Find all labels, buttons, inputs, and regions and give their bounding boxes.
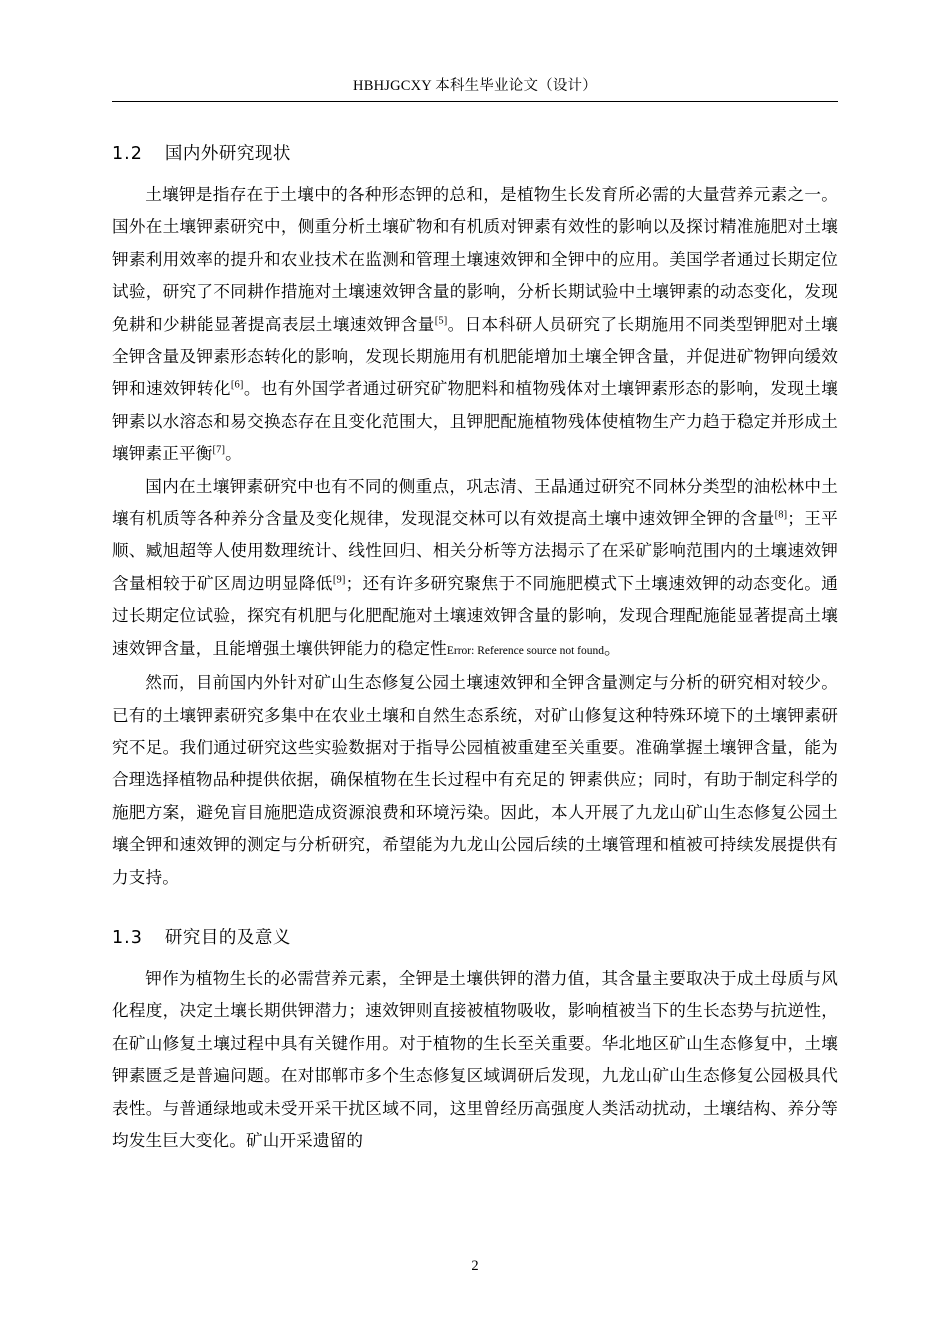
citation-marker: [8] — [774, 509, 788, 521]
section-title: 研究目的及意义 — [164, 927, 291, 948]
reference-error-text: Error: Reference source not found — [446, 644, 604, 657]
paragraph — [112, 963, 838, 1157]
page-content — [112, 140, 838, 1157]
section-heading-1-3 — [112, 924, 838, 949]
section-title: 国内外研究现状 — [164, 144, 291, 164]
section-heading-1-2 — [112, 140, 838, 165]
text-run: 。也有外国学者通过研究矿物肥料和植物残体对土壤钾素形态的影响，发现土壤钾素以水溶态和易交换态存在且变化范围大，且钾肥配施植物残体使植物生产力趋于稳定并形成土壤钾素正平衡 — [112, 379, 838, 464]
citation-marker: [5] — [434, 315, 448, 327]
text-run: 土壤钾是指存在于土壤中的各种形态钾的总和，是植物生长发育所必需的大量营养元素之一。国外在土壤钾素研究中，侧重分析土壤矿物和有机质对钾素有效性的影响以及探讨精准施肥对土壤钾素利用效率的提升和农业技术在监测和管理土壤速效钾和全钾中的应用。美国学者通过长期定位试验，研究了不同耕作措施对土壤速效钾含量的影响，分析长期试验中土壤钾素的动态变化，发现免耕和少耕能显著提高表层土壤速效钾含量 — [112, 185, 838, 334]
text-run: 国内在土壤钾素研究中也有不同的侧重点，巩志清、王晶通过研究不同林分类型的油松林中土壤有机质等各种养分含量及变化规律，发现混交林可以有效提高土壤中速效钾全钾的含量 — [112, 476, 838, 529]
paragraph — [112, 667, 838, 894]
section-number: 1.2 — [112, 144, 143, 164]
citation-marker: [6] — [230, 379, 244, 391]
text-run: ；还有许多研究聚焦于不同施肥模式下土壤速效钾的动态变化。通过长期定位试验，探究有机肥与化肥配施对土壤速效钾含量的影响，发现合理配施能显著提高土壤速效钾含量，且能增强土壤供钾能力的稳定性 — [112, 573, 838, 658]
text-run: 。 — [603, 638, 621, 658]
section-number: 1.3 — [112, 927, 143, 948]
text-run: 。日本科研人员研究了长期施用不同类型钾肥对土壤全钾含量及钾素形态转化的影响，发现长期施用有机肥能增加土壤全钾含量，并促进矿物钾向缓效钾和速效钾转化 — [112, 314, 838, 399]
text-run: 钾作为植物生长的必需营养元素，全钾是土壤供钾的潜力值，其含量主要取决于成土母质与风化程度，决定土壤长期供钾潜力；速效钾则直接被植物吸收，影响植被当下的生长态势与抗逆性，在矿山修复土壤过程中具有关键作用。对于植物的生长至关重要。华北地区矿山生态修复中，土壤钾素匮乏是普遍问题。在对邯郸市多个生态修复区域调研后发现，九龙山矿山生态修复公园极具代表性。与普通绿地或未受开采干扰区域不同，这里曾经历高强度人类活动扰动，土壤结构、养分等均发生巨大变化。矿山开采遗留的 — [112, 968, 838, 1150]
paragraph — [112, 471, 838, 667]
header-divider — [112, 101, 838, 102]
page-header: HBHJGCXY 本科生毕业论文（设计） — [353, 78, 597, 94]
text-run: ；王平顺、臧旭超等人使用数理统计、线性回归、相关分析等方法揭示了在采矿影响范围内的土壤速效钾含量相较于矿区周边明显降低 — [112, 509, 838, 593]
text-run: 。 — [225, 444, 242, 464]
paragraph — [112, 179, 838, 471]
citation-marker: [9] — [332, 574, 346, 586]
page-footer: 2 — [471, 1258, 479, 1274]
text-run: 然而，目前国内外针对矿山生态修复公园土壤速效钾和全钾含量测定与分析的研究相对较少。已有的土壤钾素研究多集中在农业土壤和自然生态系统，对矿山修复这种特殊环境下的土壤钾素研究不足。我们通过研究这些实验数据对于指导公园植被重建至关重要。准确掌握土壤钾含量，能为合理选择植物品种提供依据，确保植物在生长过程中有充足的 钾素供应；同时，有助于制定科学的施肥方案，避免盲目施肥造成资源浪费和环境污染。因此，本人开展了九龙山矿山生态修复公园土壤全钾和速效钾的测定与分析研究，希望能为九龙山公园后续的土壤管理和植被可持续发展提供有力支持。 — [112, 673, 838, 887]
citation-marker: [7] — [212, 444, 226, 456]
